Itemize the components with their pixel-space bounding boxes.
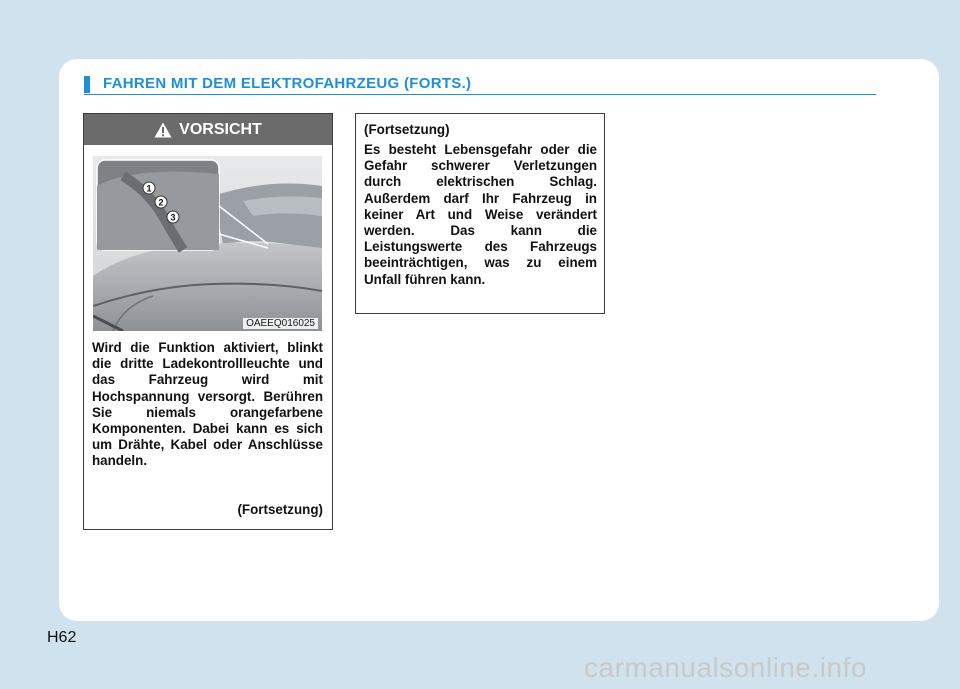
page-number: H62 bbox=[47, 629, 77, 646]
continuation-body-text: Es besteht Lebensgefahr oder die Gefahr schwerer Verletzungen durch elektrischen Schlag. Außerdem darf Ihr Fahrzeug in keiner Art und Weise verändert werden. Das kann die Leistungswerte des Fahrzeugs beeinträchtigen, was zu einem Unfall führen kann. bbox=[364, 142, 597, 287]
caution-header-label: VORSICHT bbox=[179, 120, 262, 138]
callout-2-label: 2 bbox=[158, 197, 164, 208]
vehicle-hood-figure bbox=[93, 156, 322, 331]
warning-triangle-icon bbox=[154, 122, 172, 138]
continuation-heading: (Fortsetzung) bbox=[364, 122, 450, 137]
figure-code: OAEEQ016025 bbox=[243, 318, 318, 329]
caution-box bbox=[83, 113, 333, 530]
caution-header bbox=[84, 114, 332, 145]
callout-1-label: 1 bbox=[146, 183, 152, 194]
continuation-box bbox=[355, 113, 605, 314]
watermark: carmanualsonline.info bbox=[584, 652, 867, 683]
section-title: FAHREN MIT DEM ELEKTROFAHRZEUG (FORTS.) bbox=[103, 75, 472, 92]
caution-continued-label: (Fortsetzung) bbox=[237, 502, 323, 517]
callout-3-label: 3 bbox=[170, 212, 176, 223]
section-divider bbox=[84, 94, 876, 95]
vehicle-hood-illustration bbox=[93, 156, 322, 331]
section-accent-bar bbox=[84, 76, 90, 93]
caution-body-text: Wird die Funktion aktiviert, blinkt die dritte Ladekontrollleuchte und das Fahrzeug wird mit Hochspannung versorgt. Berühren Sie niemals orangefarbene Komponenten. Dabei kann es sich um Drähte, Kabel oder Anschlüsse handeln. bbox=[92, 340, 323, 469]
